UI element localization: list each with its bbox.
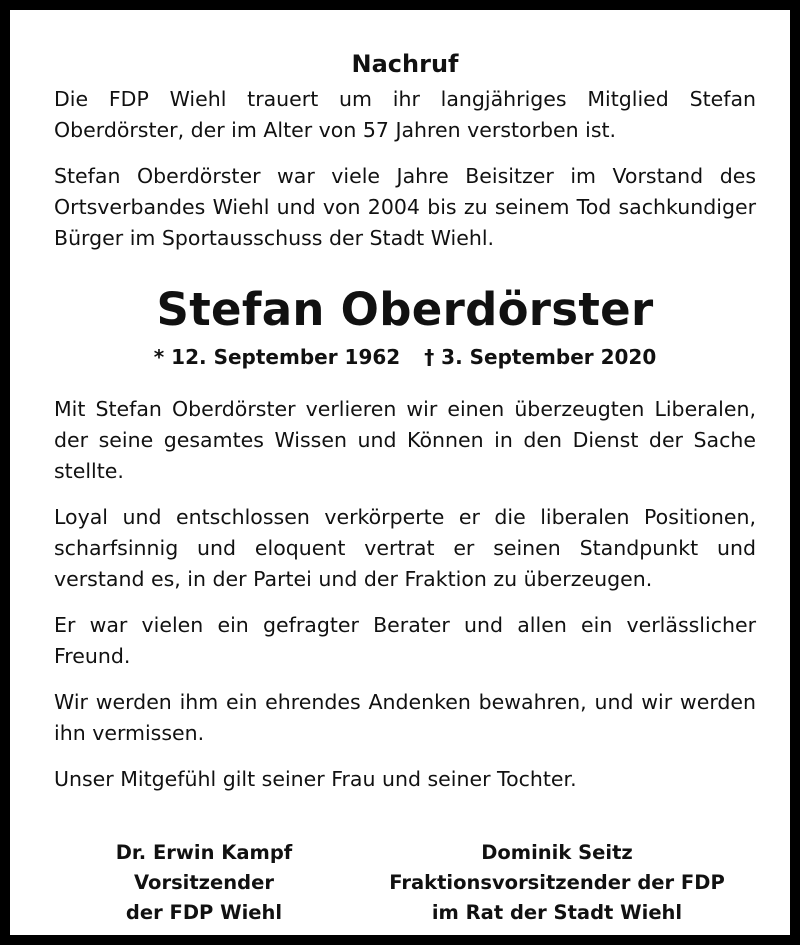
life-dates [54,342,756,372]
intro-paragraph-2: Stefan Oberdörster war viele Jahre Beisitzer im Vorstand des Ortsverbandes Wiehl und von 2004 bis zu seinem Tod sachkundiger Bürger im Sportausschuss der Stadt Wiehl. [54,164,756,250]
notice-heading: Nachruf [351,50,459,78]
deceased-name: Stefan Oberdörster [156,283,654,336]
signer-role: Fraktionsvorsitzender der FDP [389,871,725,894]
notice-body [54,44,756,795]
signature-right [366,838,748,928]
signer-name: Dr. Erwin Kampf [115,841,293,864]
signer-organization: der FDP Wiehl [125,901,283,924]
death-date: † 3. September 2020 [424,345,657,369]
signer-role: Vorsitzender [134,871,274,894]
signer-name: Dominik Seitz [481,841,633,864]
tribute-paragraph-5: Unser Mitgefühl gilt seiner Frau und seiner Tochter. [54,767,577,791]
birth-date: * 12. September 1962 [153,345,401,369]
intro-paragraph-1: Die FDP Wiehl trauert um ihr langjähriges Mitglied Stefan Oberdörster, der im Alter von 57 Jahren verstorben ist. [54,87,756,142]
tribute-paragraph-4: Wir werden ihm ein ehrendes Andenken bewahren, und wir werden ihn vermissen. [54,690,756,745]
tribute-paragraph-3: Er war vielen ein gefragter Berater und allen ein verlässlicher Freund. [54,613,756,668]
tribute-paragraph-2: Loyal und entschlossen verkörperte er die liberalen Positionen, scharfsinnig und eloquent vertrat er seinen Standpunkt und verstand es, in der Partei und der Fraktion zu überzeugen. [54,505,756,591]
signature-left [94,838,314,928]
signer-organization: im Rat der Stadt Wiehl [431,901,683,924]
tribute-paragraph-1: Mit Stefan Oberdörster verlieren wir einen überzeugten Liberalen, der seine gesamtes Wissen und Können in den Dienst der Sache stellte. [54,397,756,483]
